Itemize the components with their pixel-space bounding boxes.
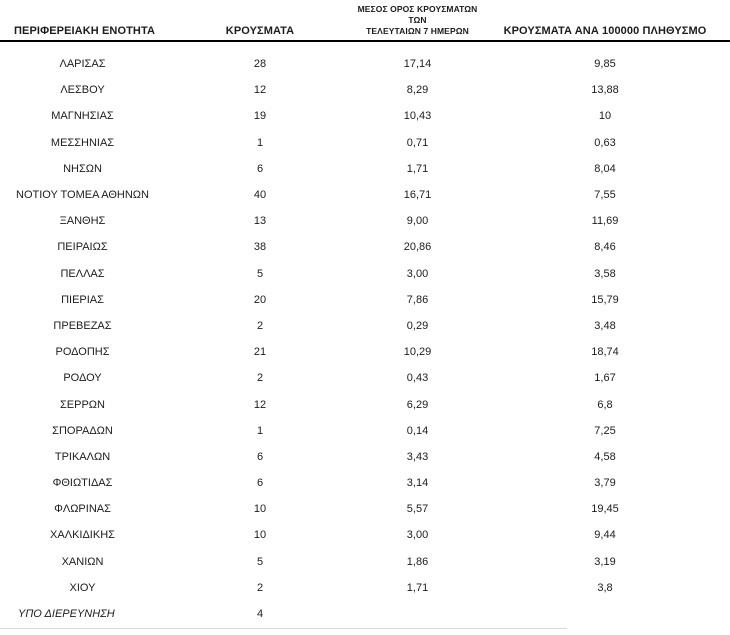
per100k-value [480, 601, 730, 627]
per100k-value: 15,79 [591, 293, 619, 306]
table-row [0, 130, 730, 156]
table-header [0, 0, 730, 41]
table-row [0, 103, 730, 129]
column-header-region: ΠΕΡΙΦΕΡΕΙΑΚΗ ΕΝΟΤΗΤΑ [0, 0, 165, 41]
region-name: ΤΡΙΚΑΛΩΝ [54, 450, 111, 463]
per100k-value: 7,25 [594, 424, 616, 437]
avg7-value: 6,29 [406, 398, 429, 411]
cases-value: 10 [253, 503, 267, 516]
avg7-value: 0,71 [406, 136, 429, 149]
table-bottom-border [0, 628, 567, 629]
table-row [0, 339, 730, 365]
cases-value: 2 [256, 319, 264, 332]
table-row [0, 470, 730, 496]
region-name: ΛΑΡΙΣΑΣ [59, 58, 106, 71]
region-name: ΜΕΣΣΗΝΙΑΣ [50, 136, 115, 149]
region-name: ΣΠΟΡΑΔΩΝ [52, 424, 113, 437]
region-name: ΧΑΝΙΩΝ [61, 555, 104, 568]
avg7-value: 5,57 [406, 503, 429, 516]
table-row [0, 365, 730, 391]
avg7-value: 10,43 [403, 110, 432, 123]
cases-value: 6 [256, 477, 264, 490]
table-row [0, 575, 730, 601]
per100k-value: 3,58 [594, 267, 616, 280]
avg7-value: 1,86 [406, 555, 429, 568]
region-name: ΦΛΩΡΙΝΑΣ [54, 503, 111, 516]
avg7-value: 10,29 [403, 346, 432, 359]
per100k-value: 3,79 [594, 477, 616, 490]
region-name: ΣΕΡΡΩΝ [60, 398, 105, 411]
region-name: ΠΕΙΡΑΙΩΣ [57, 241, 108, 254]
table-row [0, 261, 730, 287]
per100k-value: 13,88 [591, 84, 619, 97]
cases-value: 6 [256, 162, 264, 175]
table-row [0, 313, 730, 339]
cases-value: 10 [253, 529, 267, 542]
avg7-value: 3,00 [406, 267, 429, 280]
cases-value: 6 [256, 450, 264, 463]
avg7-value: 3,43 [406, 450, 429, 463]
cases-value: 1 [256, 424, 264, 437]
column-header-per100k: ΚΡΟΥΣΜΑΤΑ ΑΝΑ 100000 ΠΛΗΘΥΣΜΟ [480, 0, 730, 41]
region-name: ΧΑΛΚΙΔΙΚΗΣ [50, 529, 115, 542]
region-name: ΠΕΛΛΑΣ [60, 267, 105, 280]
avg7-value: 1,71 [406, 162, 429, 175]
cases-value: 19 [253, 110, 267, 123]
per100k-value: 3,19 [594, 555, 616, 568]
table-row [0, 41, 730, 77]
region-name: ΥΠΟ ΔΙΕΡΕΥΝΗΣΗ [18, 608, 115, 621]
avg7-value [355, 601, 480, 627]
table-row [0, 234, 730, 260]
cases-value: 13 [253, 215, 267, 228]
column-header-avg7-line2: ΤΕΛΕΥΤΑΙΩΝ 7 ΗΜΕΡΩΝ [366, 26, 469, 36]
cases-value: 12 [253, 398, 267, 411]
avg7-value: 16,71 [403, 189, 432, 202]
cases-value: 4 [256, 608, 264, 621]
cases-value: 12 [253, 84, 267, 97]
table-row [0, 182, 730, 208]
cases-value: 2 [256, 581, 264, 594]
cases-value: 28 [253, 58, 267, 71]
table-row [0, 496, 730, 522]
region-name: ΠΙΕΡΙΑΣ [61, 293, 104, 306]
avg7-value: 3,14 [406, 477, 429, 490]
per100k-value: 1,67 [594, 372, 616, 385]
region-name: ΜΑΓΝΗΣΙΑΣ [51, 110, 114, 123]
avg7-value: 9,00 [406, 215, 429, 228]
avg7-value: 1,71 [406, 581, 429, 594]
avg7-value: 3,00 [406, 529, 429, 542]
cases-value: 5 [256, 267, 264, 280]
header-row [0, 0, 730, 41]
cases-value: 40 [253, 189, 267, 202]
table-row [0, 522, 730, 548]
region-name: ΝΗΣΩΝ [63, 162, 102, 175]
table-row [0, 601, 730, 627]
region-name: ΧΙΟΥ [69, 581, 96, 594]
per100k-value: 6,8 [597, 398, 613, 411]
table-row [0, 391, 730, 417]
avg7-value: 0,29 [406, 319, 429, 332]
table-row [0, 156, 730, 182]
avg7-value: 0,14 [406, 424, 429, 437]
per100k-value: 0,63 [594, 136, 616, 149]
per100k-value: 3,48 [594, 319, 616, 332]
per100k-value: 3,8 [597, 581, 613, 594]
table-row [0, 287, 730, 313]
column-header-avg7 [355, 0, 480, 41]
cases-value: 1 [256, 136, 264, 149]
cases-value: 21 [253, 346, 267, 359]
region-name: ΡΟΔΟΥ [63, 372, 102, 385]
cases-value: 2 [256, 372, 264, 385]
per100k-value: 11,69 [591, 215, 619, 228]
per100k-value: 7,55 [594, 189, 616, 202]
per100k-value: 10 [598, 110, 612, 123]
table-row [0, 418, 730, 444]
avg7-value: 0,43 [406, 372, 429, 385]
cases-value: 20 [253, 293, 267, 306]
per100k-value: 19,45 [591, 503, 619, 516]
column-header-cases: ΚΡΟΥΣΜΑΤΑ [165, 0, 355, 41]
table-body [0, 41, 730, 627]
per100k-value: 4,58 [594, 450, 616, 463]
column-header-avg7-line1: ΜΕΣΟΣ ΟΡΟΣ ΚΡΟΥΣΜΑΤΩΝ ΤΩΝ [357, 4, 478, 25]
per100k-value: 8,04 [594, 162, 616, 175]
table-row [0, 549, 730, 575]
avg7-value: 8,29 [406, 84, 429, 97]
region-name: ΛΕΣΒΟΥ [60, 84, 105, 97]
region-name: ΝΟΤΙΟΥ ΤΟΜΕΑ ΑΘΗΝΩΝ [16, 189, 149, 202]
cases-value: 5 [256, 555, 264, 568]
region-name: ΠΡΕΒΕΖΑΣ [53, 319, 112, 332]
per100k-value: 9,44 [594, 529, 616, 542]
region-name: ΞΑΝΘΗΣ [59, 215, 106, 228]
cases-value: 38 [253, 241, 267, 254]
per100k-value: 9,85 [594, 58, 616, 71]
avg7-value: 7,86 [406, 293, 429, 306]
region-name: ΡΟΔΟΠΗΣ [55, 346, 110, 359]
per100k-value: 18,74 [591, 346, 619, 359]
per100k-value: 8,46 [594, 241, 616, 254]
table-row [0, 208, 730, 234]
table-row [0, 77, 730, 103]
avg7-value: 20,86 [403, 241, 432, 254]
avg7-value: 17,14 [403, 58, 432, 71]
region-name: ΦΘΙΩΤΙΔΑΣ [52, 477, 113, 490]
table-row [0, 444, 730, 470]
